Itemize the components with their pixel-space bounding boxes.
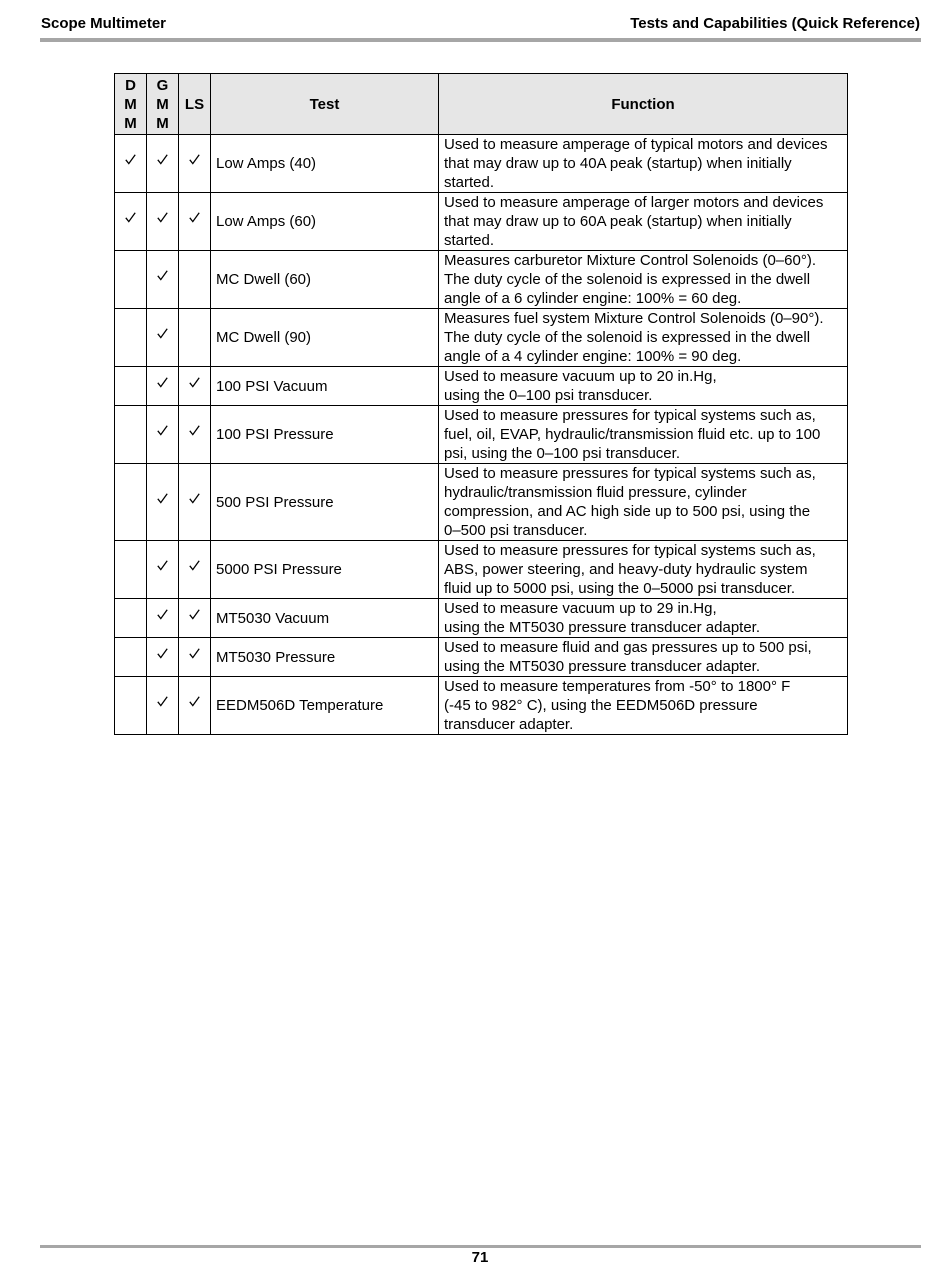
- function-line: fluid up to 5000 psi, using the 0–5000 psi transducer.: [444, 580, 796, 597]
- cell-ls: [179, 309, 211, 367]
- cell-test: MC Dwell (90): [211, 309, 439, 367]
- column-header-dmm: D M M: [115, 74, 147, 135]
- function-line: Used to measure vacuum up to 20 in.Hg,: [444, 368, 717, 385]
- table-row: [115, 251, 848, 309]
- table-row: [115, 541, 848, 599]
- function-line: that may draw up to 60A peak (startup) when initially: [444, 213, 792, 230]
- function-line: using the MT5030 pressure transducer adapter.: [444, 658, 761, 675]
- cell-ls: [179, 677, 211, 735]
- running-header-section: Tests and Capabilities (Quick Reference): [630, 15, 920, 32]
- cell-ls: [179, 367, 211, 406]
- function-line: using the MT5030 pressure transducer adapter.: [444, 619, 761, 636]
- cell-dmm: [115, 638, 147, 677]
- cell-test: MT5030 Vacuum: [211, 599, 439, 638]
- cell-test: 100 PSI Vacuum: [211, 367, 439, 406]
- function-line: The duty cycle of the solenoid is expressed in the dwell: [444, 271, 811, 288]
- checkmark-icon: [189, 609, 200, 620]
- cell-ls: [179, 464, 211, 541]
- cell-ls: [179, 638, 211, 677]
- function-line: hydraulic/transmission fluid pressure, cylinder: [444, 484, 747, 501]
- cell-dmm: [115, 251, 147, 309]
- checkmark-icon: [157, 493, 168, 504]
- cell-gmm: [147, 309, 179, 367]
- function-line: angle of a 4 cylinder engine: 100% = 90 deg.: [444, 348, 742, 365]
- cell-test: 100 PSI Pressure: [211, 406, 439, 464]
- cell-function: [439, 309, 848, 367]
- table-row: [115, 367, 848, 406]
- checkmark-icon: [157, 696, 168, 707]
- cell-function: [439, 251, 848, 309]
- running-header-title: Scope Multimeter: [41, 15, 167, 32]
- cell-dmm: [115, 406, 147, 464]
- checkmark-icon: [157, 425, 168, 436]
- function-line: psi, using the 0–100 psi transducer.: [444, 445, 680, 462]
- checkmark-icon: [157, 154, 168, 165]
- cell-test: Low Amps (40): [211, 135, 439, 193]
- checkmark-icon: [189, 696, 200, 707]
- checkmark-icon: [189, 377, 200, 388]
- cell-gmm: [147, 406, 179, 464]
- cell-dmm: [115, 309, 147, 367]
- function-line: Used to measure pressures for typical systems such as,: [444, 465, 816, 482]
- cell-gmm: [147, 193, 179, 251]
- function-line: angle of a 6 cylinder engine: 100% = 60 deg.: [444, 290, 742, 307]
- cell-dmm: [115, 599, 147, 638]
- checkmark-icon: [157, 212, 168, 223]
- cell-function: [439, 367, 848, 406]
- checkmark-icon: [125, 154, 136, 165]
- function-line: transducer adapter.: [444, 716, 574, 733]
- cell-test: EEDM506D Temperature: [211, 677, 439, 735]
- function-line: Used to measure fluid and gas pressures up to 500 psi,: [444, 639, 812, 656]
- cell-function: [439, 541, 848, 599]
- cell-ls: [179, 541, 211, 599]
- function-line: The duty cycle of the solenoid is expressed in the dwell: [444, 329, 811, 346]
- cell-function: [439, 135, 848, 193]
- checkmark-icon: [157, 560, 168, 571]
- cell-ls: [179, 135, 211, 193]
- cell-dmm: [115, 135, 147, 193]
- checkmark-icon: [189, 154, 200, 165]
- cell-function: [439, 677, 848, 735]
- table-row: [115, 464, 848, 541]
- function-line: Used to measure pressures for typical systems such as,: [444, 407, 816, 424]
- cell-dmm: [115, 677, 147, 735]
- cell-gmm: [147, 541, 179, 599]
- cell-test: MC Dwell (60): [211, 251, 439, 309]
- function-line: started.: [444, 174, 495, 191]
- cell-function: [439, 464, 848, 541]
- table-header: [115, 74, 848, 135]
- function-line: that may draw up to 40A peak (startup) when initially: [444, 155, 792, 172]
- cell-test: 500 PSI Pressure: [211, 464, 439, 541]
- function-line: Measures carburetor Mixture Control Solenoids (0–60°).: [444, 252, 816, 269]
- checkmark-icon: [157, 609, 168, 620]
- cell-gmm: [147, 599, 179, 638]
- cell-gmm: [147, 464, 179, 541]
- page-number: 71: [471, 1249, 489, 1266]
- table-body: [115, 135, 848, 735]
- checkmark-icon: [157, 328, 168, 339]
- function-line: fuel, oil, EVAP, hydraulic/transmission fluid etc. up to 100: [444, 426, 821, 443]
- function-line: 0–500 psi transducer.: [444, 522, 588, 539]
- cell-gmm: [147, 367, 179, 406]
- checkmark-icon: [189, 493, 200, 504]
- column-header-ls: LS: [179, 74, 211, 135]
- cell-ls: [179, 251, 211, 309]
- tests-capabilities-table: [114, 73, 848, 735]
- cell-function: [439, 599, 848, 638]
- function-line: Used to measure amperage of typical motors and devices: [444, 136, 828, 153]
- checkmark-icon: [157, 270, 168, 281]
- function-line: Measures fuel system Mixture Control Solenoids (0–90°).: [444, 310, 824, 327]
- function-line: Used to measure amperage of larger motors and devices: [444, 194, 824, 211]
- function-line: compression, and AC high side up to 500 psi, using the: [444, 503, 811, 520]
- table-row: [115, 599, 848, 638]
- cell-gmm: [147, 638, 179, 677]
- cell-ls: [179, 599, 211, 638]
- checkmark-icon: [125, 212, 136, 223]
- checkmark-icon: [189, 560, 200, 571]
- cell-test: Low Amps (60): [211, 193, 439, 251]
- function-line: Used to measure vacuum up to 29 in.Hg,: [444, 600, 717, 617]
- function-line: using the 0–100 psi transducer.: [444, 387, 653, 404]
- column-header-test: Test: [211, 74, 439, 135]
- cell-test: 5000 PSI Pressure: [211, 541, 439, 599]
- footer-divider: [40, 1245, 921, 1248]
- function-line: Used to measure pressures for typical systems such as,: [444, 542, 816, 559]
- cell-gmm: [147, 677, 179, 735]
- function-line: ABS, power steering, and heavy-duty hydraulic system: [444, 561, 808, 578]
- cell-dmm: [115, 367, 147, 406]
- cell-function: [439, 638, 848, 677]
- table-row: [115, 309, 848, 367]
- column-header-function: Function: [439, 74, 848, 135]
- cell-ls: [179, 193, 211, 251]
- cell-test: MT5030 Pressure: [211, 638, 439, 677]
- table-row: [115, 406, 848, 464]
- column-header-gmm: G M M: [147, 74, 179, 135]
- table-row: [115, 193, 848, 251]
- table-row: [115, 677, 848, 735]
- header-divider: [40, 38, 921, 42]
- checkmark-icon: [157, 377, 168, 388]
- function-line: started.: [444, 232, 495, 249]
- table-row: [115, 135, 848, 193]
- checkmark-icon: [157, 648, 168, 659]
- cell-function: [439, 406, 848, 464]
- cell-gmm: [147, 135, 179, 193]
- cell-function: [439, 193, 848, 251]
- function-line: Used to measure temperatures from -50° to 1800° F: [444, 678, 791, 695]
- checkmark-icon: [189, 212, 200, 223]
- cell-dmm: [115, 193, 147, 251]
- cell-dmm: [115, 464, 147, 541]
- cell-dmm: [115, 541, 147, 599]
- cell-gmm: [147, 251, 179, 309]
- function-line: (-45 to 982° C), using the EEDM506D pressure: [444, 697, 758, 714]
- cell-ls: [179, 406, 211, 464]
- checkmark-icon: [189, 425, 200, 436]
- table-row: [115, 638, 848, 677]
- checkmark-icon: [189, 648, 200, 659]
